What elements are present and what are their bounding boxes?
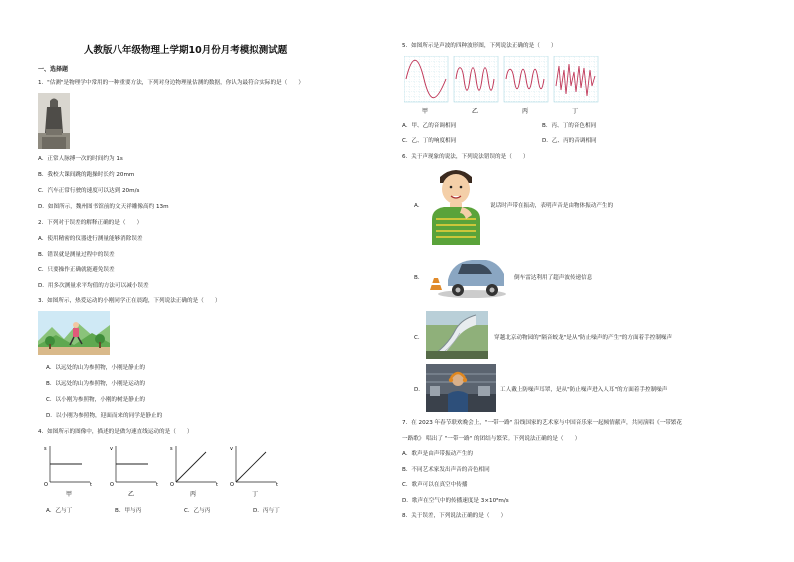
graph-ding-axis-label: v bbox=[230, 446, 233, 452]
graph-ding-t-label: t bbox=[276, 482, 278, 488]
section-heading: 一、选择题 bbox=[38, 66, 69, 73]
question-1-option-a: A．正常人脉搏一次的时间约为 1s bbox=[38, 156, 123, 162]
graph-jia bbox=[44, 446, 92, 498]
question-4-option-a: A．乙与丁 bbox=[46, 508, 73, 514]
question-6-option-c-text: 穿越北京动物园的"隔音蛟龙"是从"防止噪声的产生"的方面着手控制噪声 bbox=[494, 335, 673, 341]
sound-waveforms bbox=[404, 56, 604, 118]
question-5-stem: 5．如图所示是声波的四种波形图，下列说法正确的是（ ） bbox=[402, 43, 557, 49]
question-5-option-d: D．乙、丙的音调相同 bbox=[542, 138, 597, 144]
question-7-option-c: C．歌声可以在真空中传播 bbox=[402, 482, 468, 488]
question-6-option-d-text: 工人戴上防噪声耳罩，是从"防止噪声进入人耳"的方面着手控制噪声 bbox=[500, 387, 668, 393]
question-7-stem-line1: 7．在 2023 年春节联欢晚会上，"一带一路" 沿线国家的艺术家与中国音乐家一起倾情献声，共同演唱《一带繁花 bbox=[402, 420, 682, 426]
reversing-car-picture bbox=[426, 250, 510, 300]
graph-bing-origin: O bbox=[170, 482, 174, 488]
question-1-stem: 1．"估测"是物理学中常用的一种重要方法，下列对身边物理量估测的数据，你认为最符合实际的是（ ） bbox=[38, 80, 305, 86]
talking-man-picture bbox=[426, 163, 486, 245]
graph-bing bbox=[170, 446, 218, 498]
question-4-option-c: C．乙与丙 bbox=[184, 508, 211, 514]
waveform-bing-label: 丙 bbox=[522, 108, 529, 115]
question-4-stem: 4．如图所示的图像中，描述的是做匀速直线运动的是（ ） bbox=[38, 429, 193, 435]
question-4-option-b: B．甲与丙 bbox=[115, 508, 142, 514]
graph-yi-t-label: t bbox=[156, 482, 158, 488]
statue-photo bbox=[38, 93, 70, 149]
waveform-yi bbox=[454, 56, 498, 115]
question-6-option-b-letter: B． bbox=[414, 275, 424, 281]
question-1-option-c: C．汽车正常行驶的速度可以达到 20m/s bbox=[38, 188, 140, 194]
waveform-yi-label: 乙 bbox=[472, 108, 479, 115]
question-2-stem: 2．下列对于误差的解释正确的是（ ） bbox=[38, 220, 143, 226]
question-6-option-c-letter: C． bbox=[414, 335, 424, 341]
question-8-stem: 8．关于误差，下列说法正确的是（ ） bbox=[402, 513, 507, 519]
question-7-option-b: B．不同艺术家发出声音的音色相同 bbox=[402, 467, 490, 473]
question-2-option-b: B．错误就是测量过程中的误差 bbox=[38, 252, 115, 258]
running-boy-picture bbox=[38, 311, 110, 355]
question-2-option-d: D．用多次测量求平均值的方法可以减小误差 bbox=[38, 283, 149, 289]
waveform-jia bbox=[404, 56, 448, 115]
question-6-option-a-letter: A． bbox=[414, 203, 424, 209]
waveform-bing bbox=[504, 56, 548, 115]
question-3-option-a: A．以远处的山为参照物，小刚是静止的 bbox=[46, 365, 145, 371]
question-7-stem-line2: 一路歌》 唱出了 "一带一路" 的团结与繁荣。下列说法正确的是（ ） bbox=[402, 436, 581, 442]
question-5-option-a: A．甲、乙的音调相同 bbox=[402, 123, 457, 129]
graph-jia-origin: O bbox=[44, 482, 48, 488]
question-4-option-d: D．丙与丁 bbox=[253, 508, 280, 514]
question-3-option-c: C．以小刚为参照物，小刚的树是静止的 bbox=[46, 397, 146, 403]
page-title: 人教版八年级物理上学期10月份月考模拟测试题 bbox=[84, 45, 288, 56]
graph-bing-axis-label: s bbox=[170, 446, 173, 452]
question-5-option-c: C．乙、丁的响度相同 bbox=[402, 138, 457, 144]
graph-bing-t-label: t bbox=[216, 482, 218, 488]
question-6-option-b-text: 倒车雷达利用了超声波传递信息 bbox=[514, 275, 593, 281]
question-3-option-d: D．以小刚为参照物，迎面而来的同学是静止的 bbox=[46, 413, 163, 419]
graph-ding bbox=[230, 446, 278, 498]
graph-jia-axis-label: s bbox=[44, 446, 47, 452]
waveform-jia-label: 甲 bbox=[422, 108, 429, 115]
waveform-ding-label: 丁 bbox=[572, 108, 579, 115]
graph-ding-caption: 丁 bbox=[252, 491, 259, 498]
question-6-stem: 6．关于声现象的说法，下列说法错误的是（ ） bbox=[402, 154, 529, 160]
waveform-ding bbox=[554, 56, 598, 115]
question-3-stem: 3．如图所示，热爱运动的小刚同学正在晨跑，下列说法正确的是（ ） bbox=[38, 298, 221, 304]
question-7-option-a: A．歌声是由声带振动产生的 bbox=[402, 451, 473, 457]
graph-bing-caption: 丙 bbox=[190, 491, 197, 498]
question-6-option-a-text: 说话时声带在振动，表明声音是由物体振动产生的 bbox=[490, 203, 614, 209]
question-7-option-d: D．歌声在空气中的传播速度是 3×10⁸m/s bbox=[402, 498, 509, 504]
sound-barrier-picture bbox=[426, 311, 488, 359]
graph-yi bbox=[110, 446, 158, 498]
graph-jia-t-label: t bbox=[90, 482, 92, 488]
graph-yi-caption: 乙 bbox=[128, 491, 135, 498]
motion-graphs bbox=[40, 440, 300, 500]
question-2-option-a: A．使用精密的仪器进行测量能够消除误差 bbox=[38, 236, 143, 242]
graph-yi-axis-label: v bbox=[110, 446, 113, 452]
question-1-option-b: B．我校大课间跳的跑操时长约 20mm bbox=[38, 172, 135, 178]
graph-jia-caption: 甲 bbox=[66, 491, 73, 498]
graph-yi-origin: O bbox=[110, 482, 114, 488]
question-2-option-c: C．只要操作正确就能避免误差 bbox=[38, 267, 115, 273]
question-1-option-d: D．如图所示，魏州图书馆前的文天祥雕像高约 13m bbox=[38, 204, 169, 210]
graph-ding-origin: O bbox=[230, 482, 234, 488]
question-6-option-d-letter: D． bbox=[414, 387, 424, 393]
question-3-option-b: B．以远处的山为参照物，小刚是运动的 bbox=[46, 381, 145, 387]
question-5-option-b: B．丙、丁的音色相同 bbox=[542, 123, 597, 129]
factory-worker-picture bbox=[426, 364, 496, 412]
